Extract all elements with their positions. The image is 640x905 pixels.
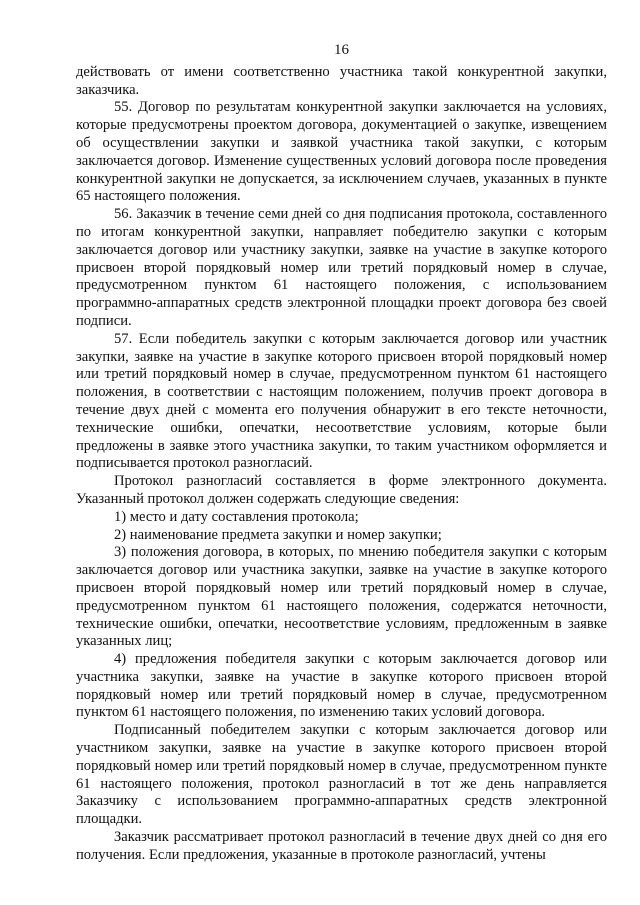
list-item-1: 1) место и дату составления протокола; [114, 508, 359, 525]
paragraph-55: 55. Договор по результатам конкурентной закупки заключается на условиях, которые предусмотрены проектом договора, документацией о закупке, извещением об осуществлении закупки и заявкой участника такой закупки, с которым заключается договор. Изменение существенных условий договора после проведения конкурентной закупки не допускается, за исключением случаев, указанных в пункте 65 настоящего положения. [76, 99, 607, 205]
page-number: 16 [334, 42, 349, 58]
list-item-2: 2) наименование предмета закупки и номер закупки; [114, 526, 442, 543]
paragraph-protocol-intro: Протокол разногласий составляется в форме электронного документа. Указанный протокол должен содержать следующие сведения: [76, 473, 607, 507]
paragraph-57: 57. Если победитель закупки с которым заключается договор или участник закупки, заявке на участие в закупке которого присвоен второй порядковый номер или третий порядковый номер в случае, предусмотренном пунктом 61 настоящего положения, в соответствии с настоящим положением, получив проект договора в течение двух дней с момента его получения обнаружит в его тексте неточности, технические ошибки, опечатки, несоответствие условиям, которые были предложены в заявке этого участника закупки, то таким участником оформляется и подписывается протокол разногласий. [76, 330, 607, 472]
list-item-3: 3) положения договора, в которых, по мнению победителя закупки с которым заключается договор или участника закупки, заявке на участие в закупке которого присвоен второй порядковый номер или третий порядковый номер в случае, предусмотренном пунктом 61 настоящего положения, содержатся неточности, технические ошибки, опечатки, несоответствие условиям, предложенным в заявке указанных лиц; [76, 544, 607, 650]
paragraph-customer-review: Заказчик рассматривает протокол разногласий в течение двух дней со дня его получения. Если предложения, указанные в протоколе разногласий, учтены [76, 829, 607, 863]
paragraph-continuation: действовать от имени соответственно участника такой конкурентной закупки, заказчика. [76, 63, 607, 98]
list-item-4: 4) предложения победителя закупки с которым заключается договор или участника закупки, заявке на участие в закупке которого присвоен второй порядковый номер или третий порядковый номер в случае, предусмотренном пунктом 61 настоящего положения, по изменению таких условий договора. [76, 651, 607, 721]
paragraph-signed-protocol: Подписанный победителем закупки с которым заключается договор или участником закупки, заявке на участие в закупке которого присвоен второй порядковый номер или третий порядковый номер в случае, предусмотренном пункте 61 настоящего положения, протокол разногласий в тот же день направляется Заказчику с использованием программно-аппаратных средств электронной площадки. [76, 722, 607, 828]
paragraph-56: 56. Заказчик в течение семи дней со дня подписания протокола, составленного по итогам конкурентной закупки, направляет победителю закупки с которым заключается договор или участнику закупки, заявке на участие в закупке которого присвоен второй порядковый номер или третий порядковый номер в случае, предусмотренном пунктом 61 настоящего положения, с использованием программно-аппаратных средств электронной площадки проект договора без своей подписи. [76, 206, 607, 329]
document-body [76, 64, 607, 865]
